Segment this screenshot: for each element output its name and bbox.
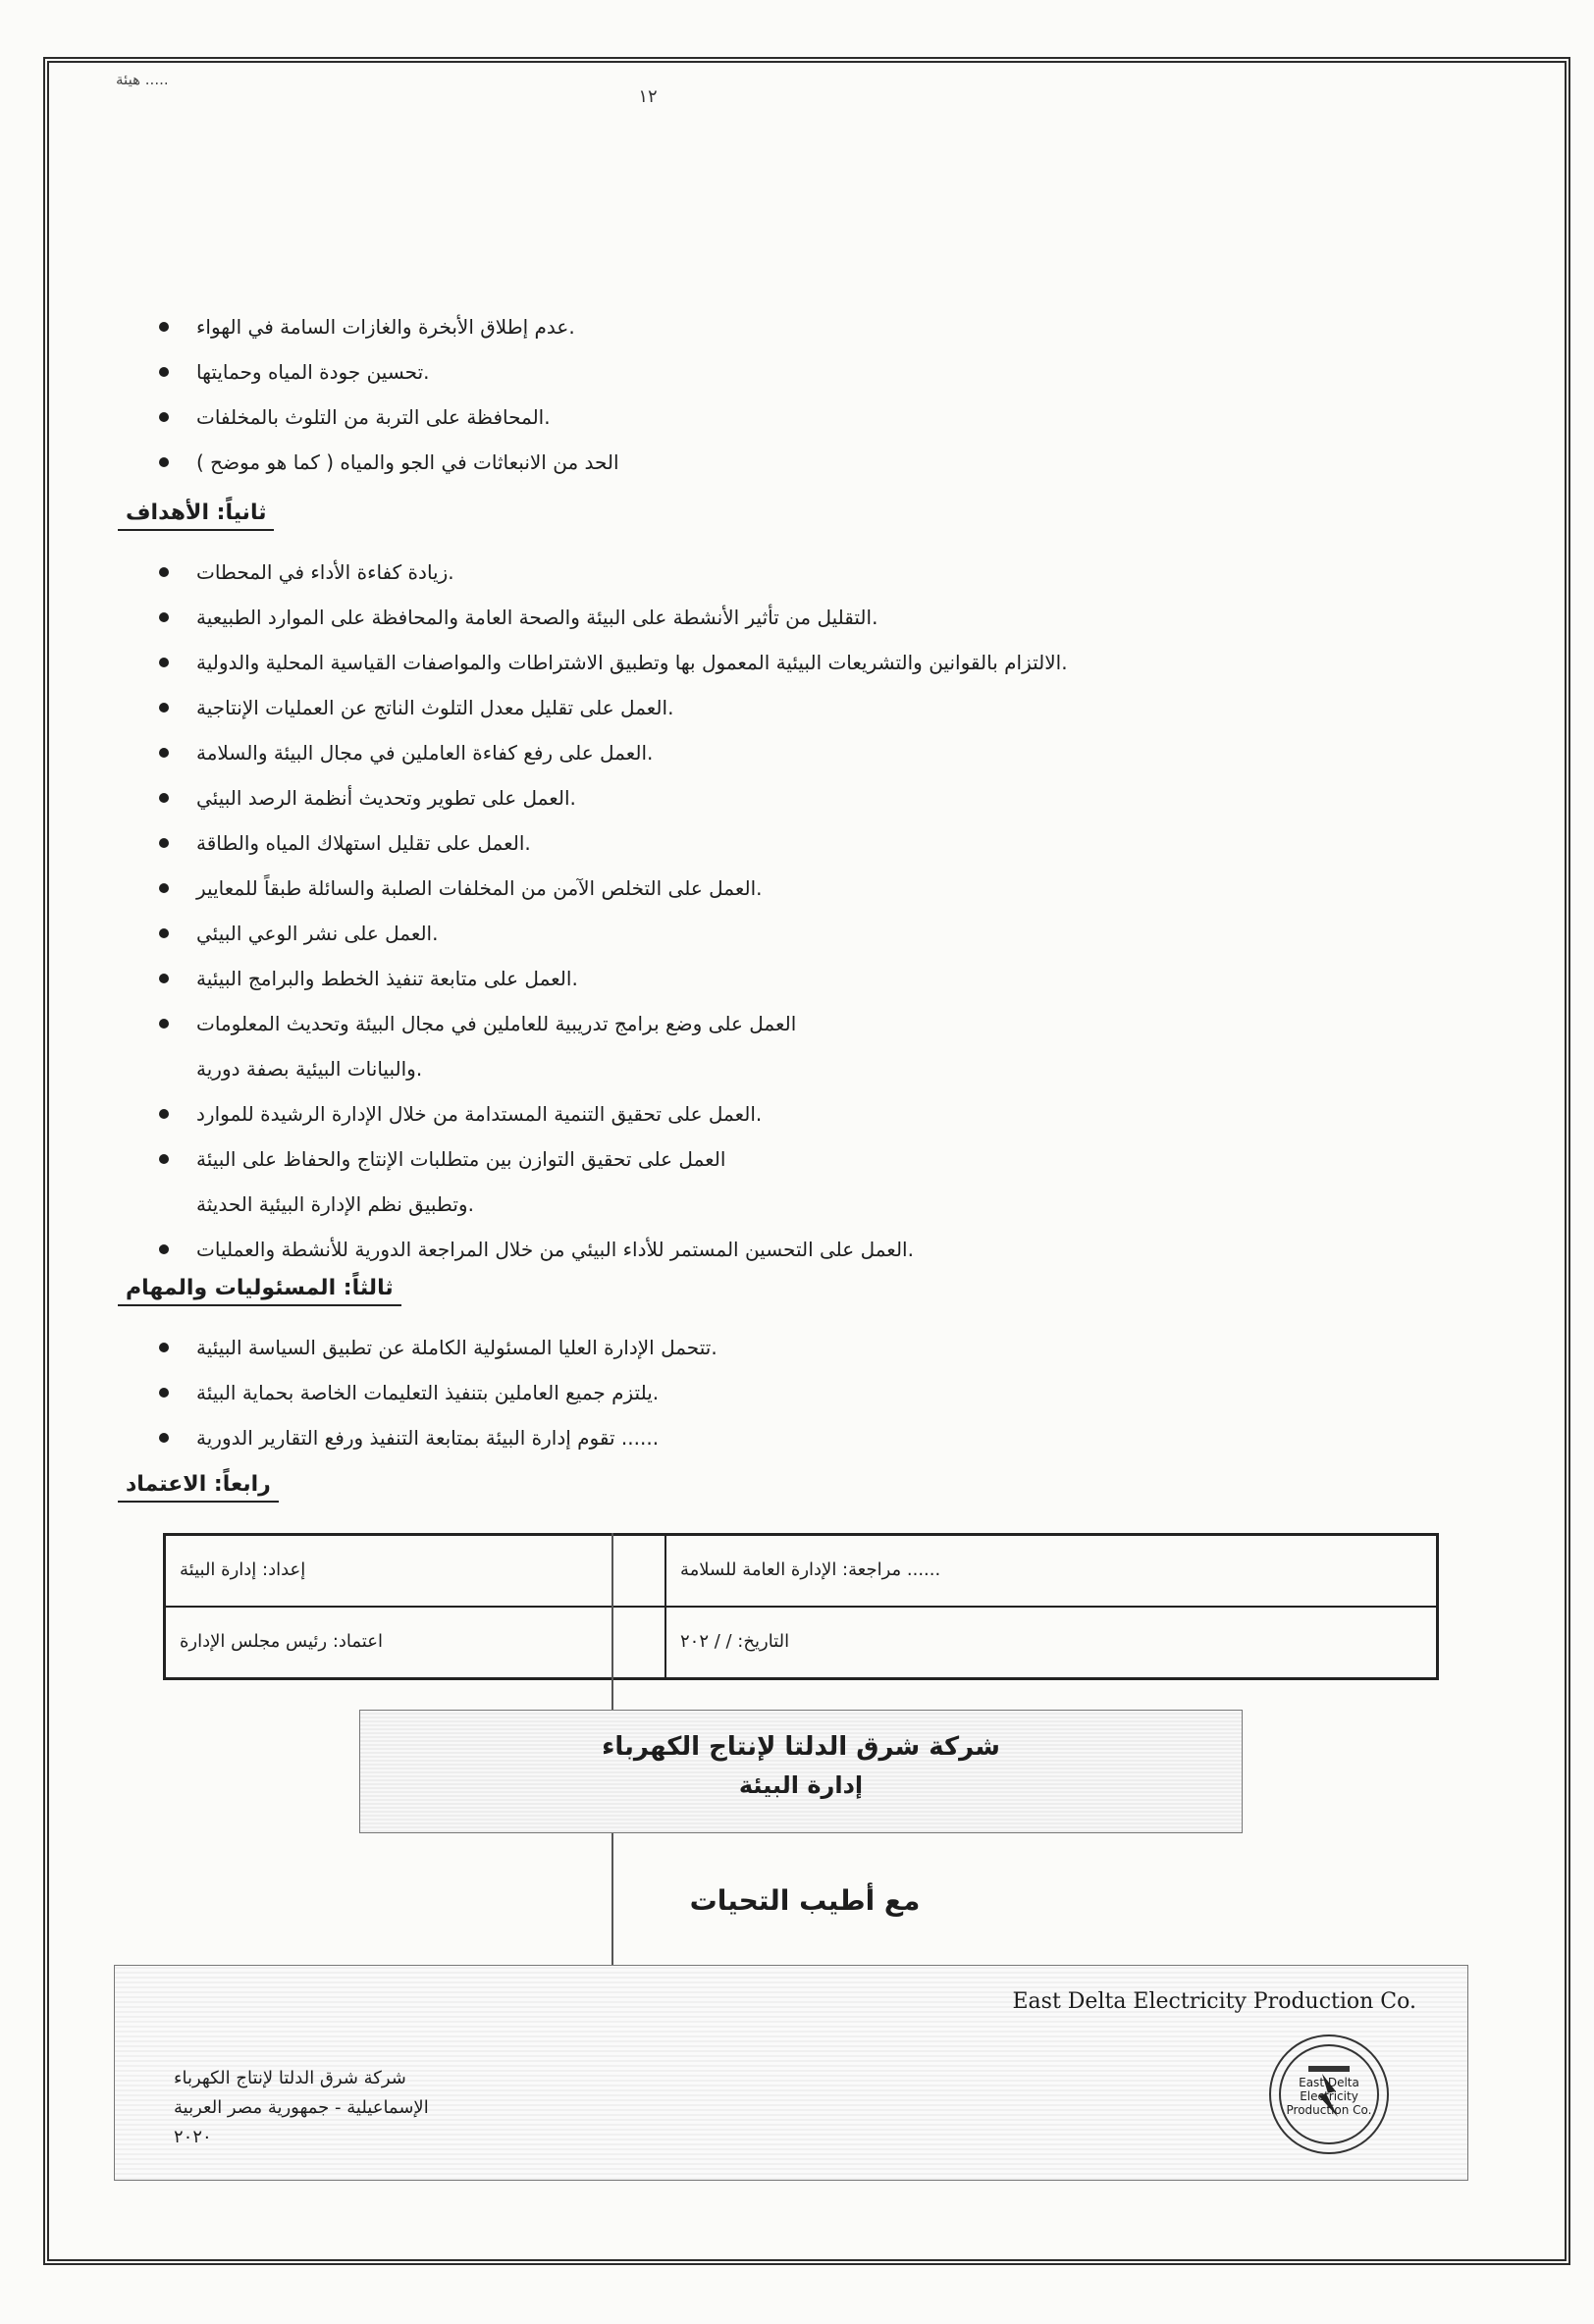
approved-by-cell: اعتماد: رئيس مجلس الإدارة	[165, 1607, 665, 1678]
list-item: العمل على التحسين المستمر للأداء البيئي من خلال المراجعة الدورية للأنشطة والعمليات.	[147, 1227, 1502, 1272]
corner-note: هيئة .....	[116, 71, 169, 88]
list-item: العمل على نشر الوعي البيئي.	[147, 911, 1502, 956]
company-address-ar	[174, 2064, 429, 2152]
list-item: المحافظة على التربة من التلوث بالمخلفات.	[147, 395, 1502, 440]
list-item: التقليل من تأثير الأنشطة على البيئة والصحة العامة والمحافظة على الموارد الطبيعية.	[147, 595, 1502, 640]
signature-table	[163, 1533, 1439, 1680]
banner-line-1: شركة شرق الدلتا لإنتاج الكهرباء	[602, 1732, 1000, 1762]
list-item: يلتزم جميع العاملين بتنفيذ التعليمات الخاصة بحماية البيئة.	[147, 1370, 1502, 1415]
department-banner	[359, 1710, 1243, 1833]
reviewed-by-cell: مراجعة: الإدارة العامة للسلامة ......	[665, 1535, 1437, 1607]
list-item: تتحمل الإدارة العليا المسئولية الكاملة عن تطبيق السياسة البيئية.	[147, 1325, 1502, 1370]
company-seal-icon	[1269, 2034, 1389, 2154]
section3-heading: ثالثاً: المسئوليات والمهام	[118, 1276, 401, 1306]
list-item: العمل على تقليل استهلاك المياه والطاقة.	[147, 820, 1502, 866]
address-line: الإسماعيلية - جمهورية مصر العربية	[174, 2097, 429, 2118]
section1-list	[147, 304, 1502, 485]
section4-heading: رابعاً: الاعتماد	[118, 1472, 279, 1503]
company-name-en: East Delta Electricity Production Co.	[1012, 1989, 1416, 2014]
list-item: تحسين جودة المياه وحمايتها.	[147, 349, 1502, 395]
list-item: العمل على تطوير وتحديث أنظمة الرصد البيئي.	[147, 775, 1502, 820]
seal-label: East Delta Electricity Production Co.	[1286, 2076, 1372, 2117]
list-item: العمل على رفع كفاءة العاملين في مجال البيئة والسلامة.	[147, 730, 1502, 775]
list-item: العمل على وضع برامج تدريبية للعاملين في مجال البيئة وتحديث المعلومات	[147, 1001, 1502, 1046]
list-item-continuation: والبيانات البيئية بصفة دورية.	[196, 1057, 423, 1081]
page-number: ١٢	[638, 86, 658, 107]
list-item: الالتزام بالقوانين والتشريعات البيئية المعمول بها وتطبيق الاشتراطات والمواصفات القياسية المحلية والدولية.	[147, 640, 1502, 685]
address-line: شركة شرق الدلتا لإنتاج الكهرباء	[174, 2068, 406, 2088]
section3-list	[147, 1325, 1502, 1460]
address-line: ٢٠٢٠	[174, 2127, 212, 2147]
list-item: الحد من الانبعاثات في الجو والمياه ( كما هو موضح )	[147, 440, 1502, 485]
list-item-continuation: وتطبيق نظم الإدارة البيئية الحديثة.	[196, 1192, 474, 1216]
section2-heading: ثانياً: الأهداف	[118, 501, 274, 531]
list-item: العمل على متابعة تنفيذ الخطط والبرامج البيئية.	[147, 956, 1502, 1001]
list-item: عدم إطلاق الأبخرة والغازات السامة في الهواء.	[147, 304, 1502, 349]
list-item: العمل على التخلص الآمن من المخلفات الصلبة والسائلة طبقاً للمعايير.	[147, 866, 1502, 911]
date-cell: التاريخ: / / ٢٠٢	[665, 1607, 1437, 1678]
list-item: تقوم إدارة البيئة بمتابعة التنفيذ ورفع التقارير الدورية ......	[147, 1415, 1502, 1460]
list-item: زيادة كفاءة الأداء في المحطات.	[147, 550, 1502, 595]
letterhead-footer	[114, 1965, 1468, 2181]
list-item: العمل على تحقيق التوازن بين متطلبات الإنتاج والحفاظ على البيئة	[147, 1136, 1502, 1182]
section2-list	[147, 550, 1502, 1272]
list-item: العمل على تحقيق التنمية المستدامة من خلال الإدارة الرشيدة للموارد.	[147, 1091, 1502, 1136]
closing-greeting: مع أطيب التحيات	[689, 1884, 921, 1917]
list-item: العمل على تقليل معدل التلوث الناتج عن العمليات الإنتاجية.	[147, 685, 1502, 730]
prepared-by-cell: إعداد: إدارة البيئة	[165, 1535, 665, 1607]
banner-line-2: إدارة البيئة	[738, 1771, 864, 1799]
